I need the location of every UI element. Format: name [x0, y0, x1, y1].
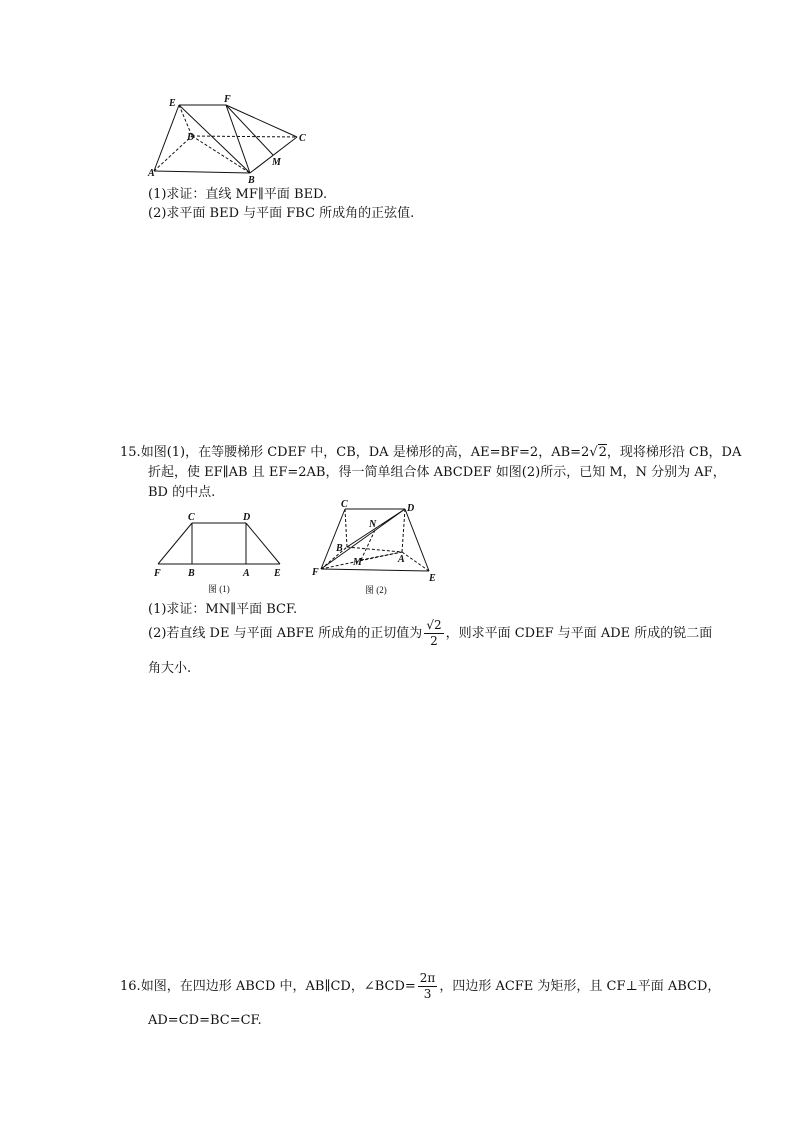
q15-line1-text-b: ，现将梯形沿 CB，DA — [606, 445, 742, 460]
fraction-numerator: 2π — [419, 971, 436, 985]
label-A: A — [148, 168, 155, 179]
figure-14 — [140, 90, 320, 185]
label-F: F — [154, 568, 161, 579]
edge-FC — [158, 523, 192, 564]
label-F: F — [224, 94, 231, 105]
edge-FE — [321, 569, 429, 571]
q14-part2: (2)求平面 BED 与平面 FBC 所成角的正弦值. — [148, 206, 415, 221]
q16-line2: AD=CD=BC=CF. — [148, 1013, 262, 1028]
caption-2: 图 (2) — [365, 585, 387, 595]
figure-15-1 — [148, 510, 288, 595]
q14-part1: (1)求证：直线 MF∥平面 BED. — [148, 187, 328, 202]
label-C: C — [341, 499, 348, 510]
label-E: E — [169, 98, 176, 109]
q15-line2: 折起，使 EF∥AB 且 EF=2AB，得一简单组合体 ABCDEF 如图(2)所示，已知 M，N 分别为 AF， — [148, 465, 726, 480]
edge-CB — [345, 509, 347, 547]
fraction-numerator: √2 — [426, 618, 442, 632]
label-D: D — [187, 132, 195, 143]
q15-part2-text-b: ，则求平面 CDEF 与平面 ADE 所成的锐二面 — [445, 626, 713, 641]
edge-FM — [226, 105, 273, 155]
edge-FC — [226, 105, 297, 137]
label-M: M — [353, 557, 362, 568]
q16-line1-text: 如图，在四边形 ABCD 中，AB∥CD，∠BCD= — [140, 979, 416, 994]
label-N: N — [369, 519, 377, 530]
edge-DC — [192, 136, 297, 137]
q15-part2-cont: 角大小. — [148, 661, 192, 676]
q15-part2-text: (2)若直线 DE 与平面 ABFE 所成角的正切值为 — [148, 626, 423, 641]
q16-number: 16. — [120, 979, 141, 994]
edge-DE — [405, 509, 429, 571]
q16-line1-text-b: ，四边形 ACFE 为矩形，且 CF⊥平面 ABCD， — [439, 979, 721, 994]
q15-part1: (1)求证：MN∥平面 BCF. — [148, 602, 298, 617]
sqrt-radicand: 2 — [598, 445, 607, 460]
caption-1: 图 (1) — [208, 584, 230, 594]
edge-DE — [246, 523, 280, 564]
label-B: B — [336, 543, 343, 554]
label-M: M — [272, 157, 281, 168]
edge-DB — [192, 136, 250, 173]
fraction-denominator: 2 — [430, 634, 438, 648]
figure-15-2 — [305, 497, 445, 597]
label-D: D — [243, 512, 251, 523]
label-B: B — [188, 568, 195, 579]
edge-FB — [226, 105, 250, 173]
fraction-2pi-over-3 — [418, 971, 438, 1002]
label-F: F — [312, 567, 319, 578]
label-A: A — [398, 554, 405, 565]
edge-BA — [347, 547, 402, 552]
label-C: C — [188, 512, 195, 523]
edge-MA — [361, 552, 402, 560]
q15-part2 — [148, 617, 712, 651]
label-A: A — [243, 568, 250, 579]
label-C: C — [299, 133, 306, 144]
q15-line1-text: 如图(1)，在等腰梯形 CDEF 中，CB，DA 是梯形的高，AE=BF=2，AB=2 — [140, 445, 590, 460]
label-B: B — [248, 175, 255, 185]
edge-AE — [154, 105, 179, 171]
q15-line3: BD 的中点. — [148, 485, 216, 500]
q16-line1 — [120, 970, 720, 1004]
fraction-denominator: 3 — [423, 987, 432, 1001]
edge-DA — [402, 509, 405, 552]
q15-line1 — [120, 444, 741, 462]
label-D: D — [407, 503, 415, 514]
label-E: E — [429, 573, 436, 584]
label-E: E — [274, 568, 281, 579]
edge-AB — [154, 171, 250, 173]
q15-number: 15. — [120, 445, 141, 460]
fraction-sqrt2-over-2 — [424, 618, 443, 649]
sqrt-symbol: √ — [589, 445, 598, 460]
